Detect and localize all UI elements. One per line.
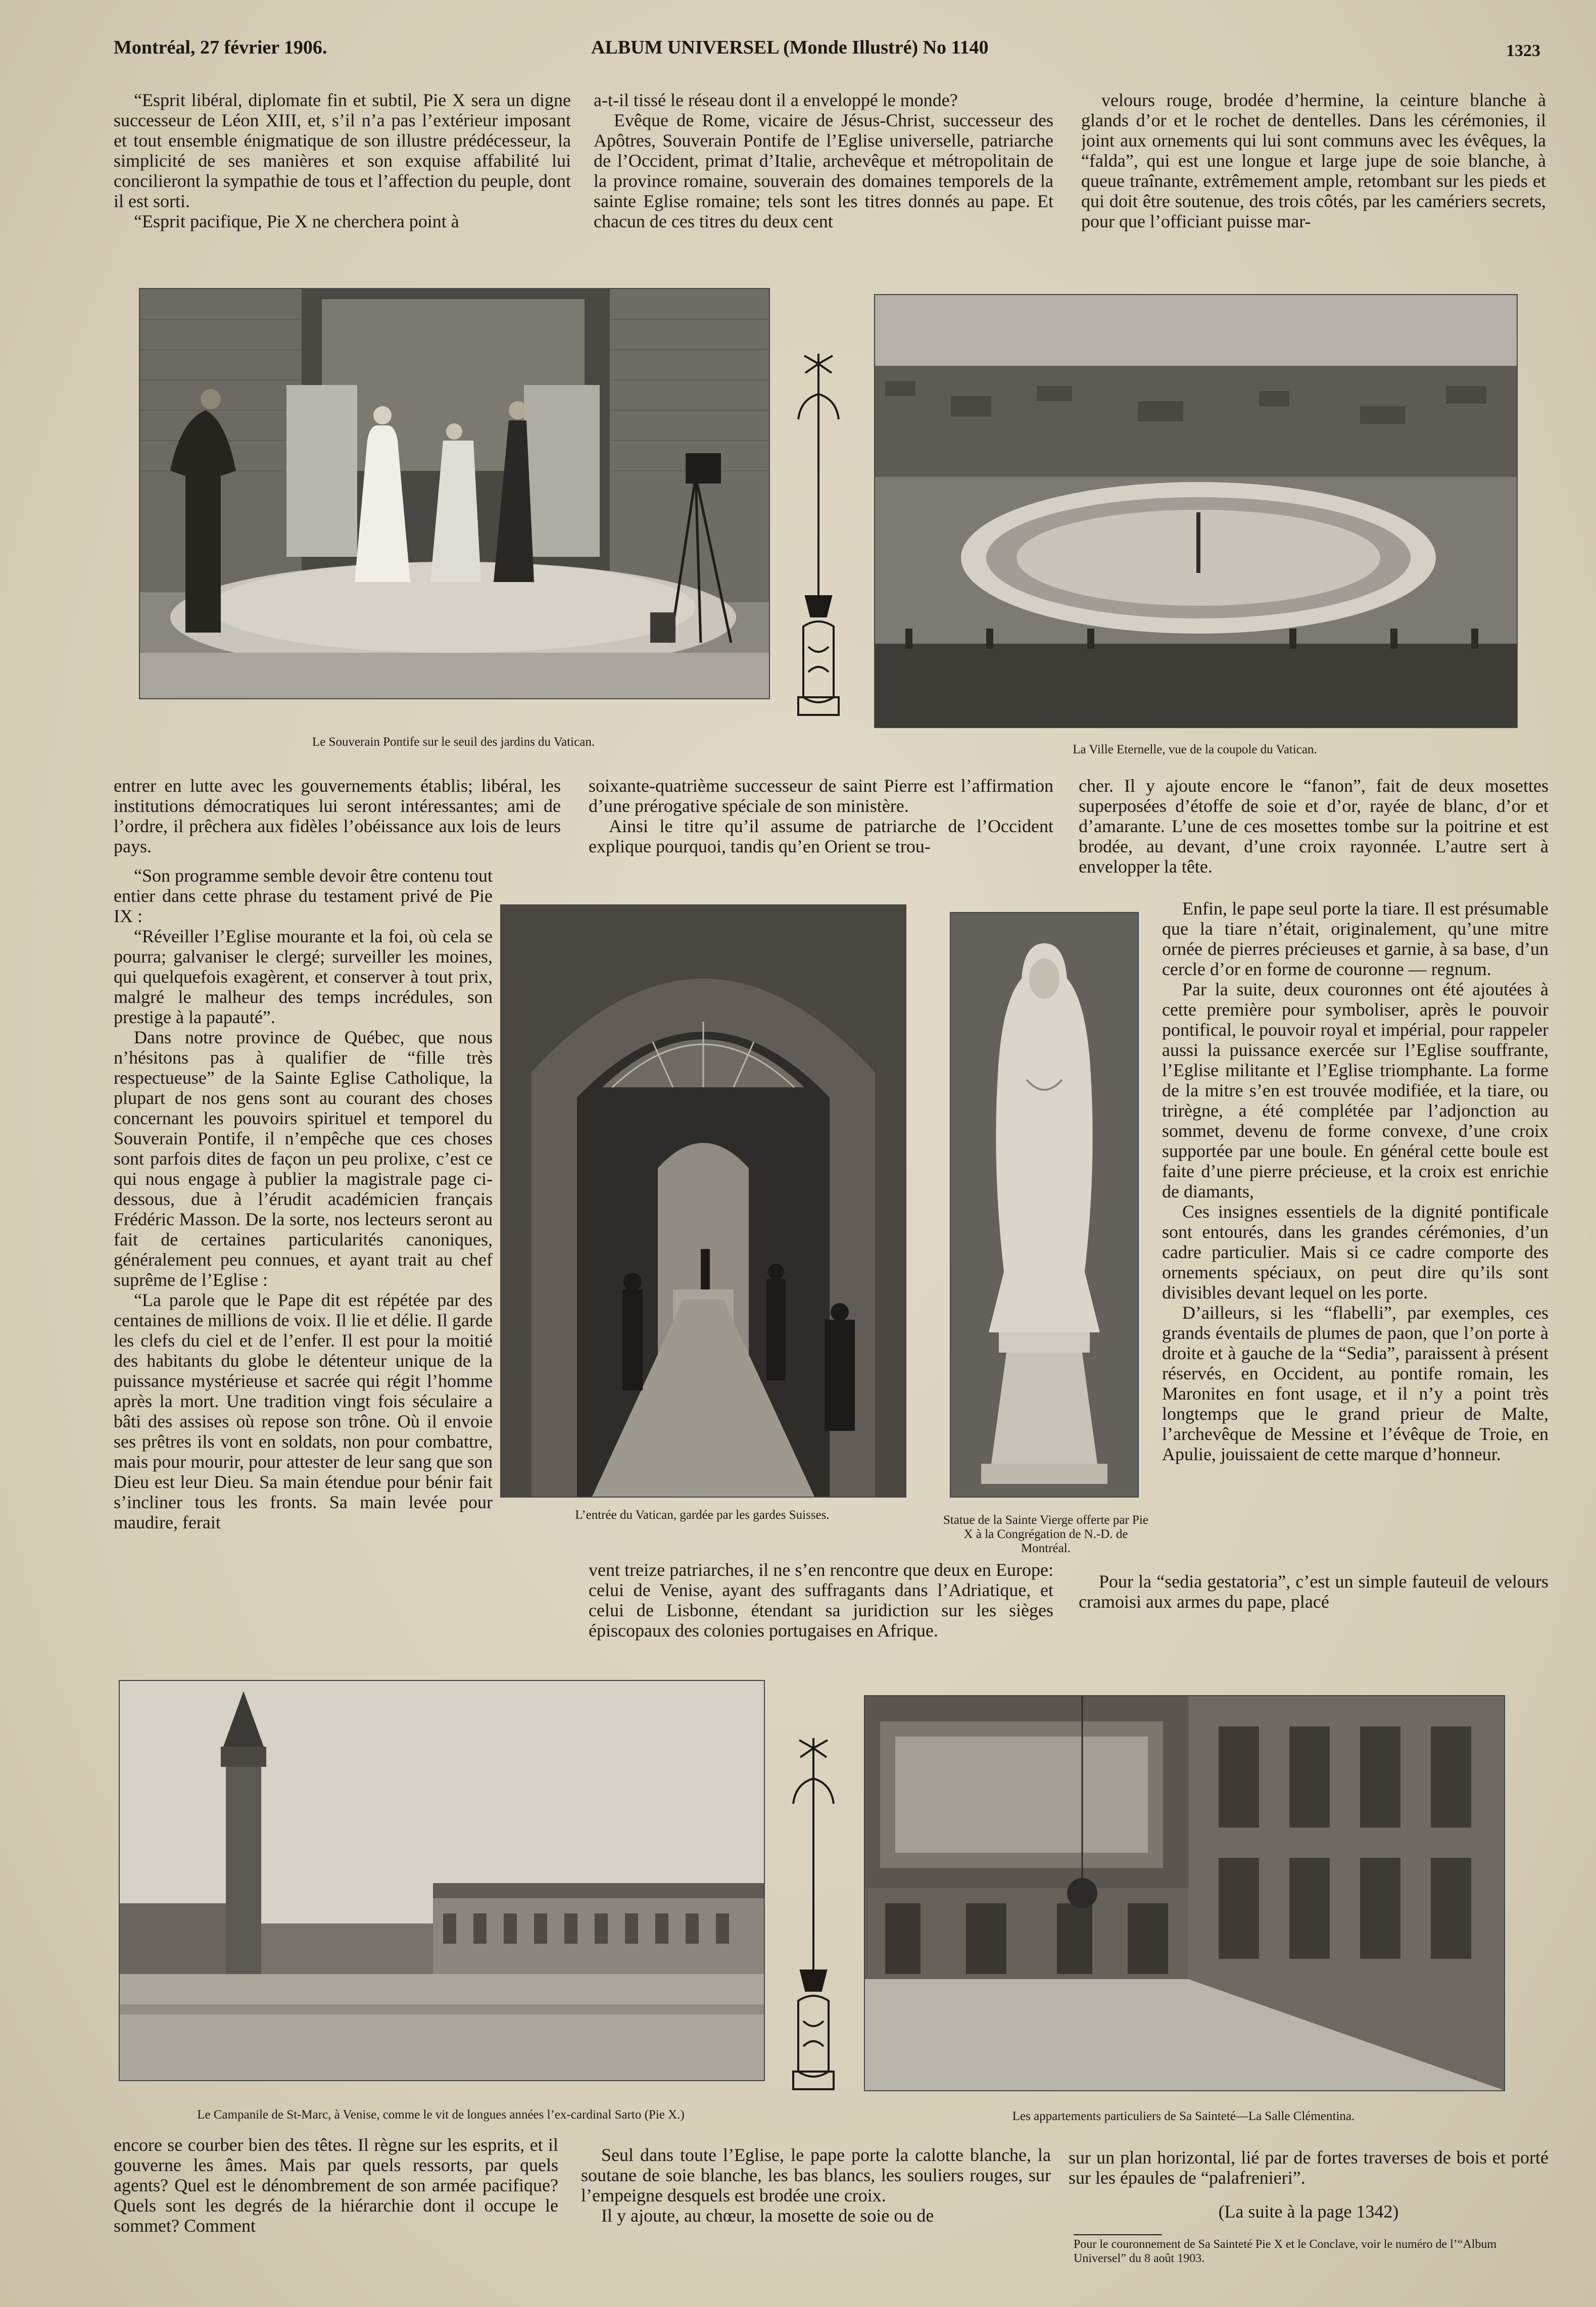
middle-column-3-bottom [1079,1571,1549,1672]
photo-campanile-venice [119,1680,765,2081]
paragraph: cher. Il y ajoute encore le “fanon”, fait de deux mosettes superposées d’étoffe de soie et d’or, rayée de blanc, d’or et d’amarante. L’une de ces mosettes tombe sur la poitrine et est brodée, au devant, d’une croix rayonnée. L’autre sert à envelopper la tête. [1079,776,1549,877]
photo-virgin-statue [950,912,1139,1498]
lily-ornament-top [788,344,849,728]
page-header [114,36,1540,67]
middle-column-3-top [1079,776,1549,907]
paragraph: vent treize patriarches, il ne s’en rencontre que deux en Europe: celui de Venise, ayant des suffragants dans l’Adriatique, et celui de Lisbonne, étendant sa juridiction sur les sièges épiscopaux des colonies portugaises en Afrique. [589,1560,1053,1641]
continuation-note: (La suite à la page 1342) [1218,2201,1399,2222]
caption-pontiff-garden: Le Souverain Pontife sur le seuil des jardins du Vatican. [312,735,595,749]
lily-icon [788,344,849,728]
masthead-title: ALBUM UNIVERSEL (Monde Illustré) No 1140 [591,37,989,58]
dateline: Montréal, 27 février 1906. [114,37,327,58]
caption-virgin-statue: Statue de la Sainte Vierge offerte par Pie X à la Congrégation de N.-D. de Montréal. [943,1513,1148,1555]
paragraph: Ainsi le titre qu’il assume de patriarche de l’Occident explique pourquoi, tandis qu’en Orient se trou- [589,816,1053,856]
middle-column-1 [114,776,561,867]
page-number: 1323 [1506,41,1540,60]
bottom-column-2 [581,2145,1051,2266]
paragraph: velours rouge, brodée d’hermine, la ceinture blanche à glands d’or et le rochet de dentelles. Dans les cérémonies, il joint aux ornements qui lui sont communs avec les évêques, la “falda”, qui est une longue et large jupe de soie blanche, à queue traînante, extrêmement ample, retombant sur les pieds et qui doit être soutenue, des trois côtés, par les camériers secrets, pour que l’officiant puisse mar- [1081,90,1546,231]
caption-sala-clementina: Les appartements particuliers de Sa Sainteté—La Salle Clémentina. [1012,2109,1355,2123]
caption-campanile: Le Campanile de St-Marc, à Venise, comme le vit de longues années l’ex-cardinal Sarto (Pie X.) [197,2108,685,2122]
paragraph: “Esprit pacifique, Pie X ne cherchera point à [134,211,459,231]
top-column-3 [1081,90,1546,262]
top-column-1 [114,90,571,262]
virgin-statue-illustration [951,913,1138,1497]
paragraph: Seul dans toute l’Eglise, le pape porte la calotte blanche, la soutane de soie blanche, les bas blancs, les souliers rouges, sur l’empeigne desquels est brodée une croix. [581,2145,1051,2205]
lily-ornament-bottom [783,1728,844,2102]
caption-eternal-city: La Ville Eternelle, vue de la coupole du Vatican. [1073,743,1317,756]
paragraph: “Son programme semble devoir être contenu tout entier dans cette phrase du testament privé de Pie IX : [114,866,493,926]
paragraph: “Esprit libéral, diplomate fin et subtil, Pie X sera un digne successeur de Léon XIII, et, s’il n’a pas l’extérieur imposant et tout ensemble énigmatique de son illustre prédécesseur, la simplicité de ses manières et son exquise affabilité lui concilieront la sympathie de tous et l’affection du peuple, dont il est sorti. [114,90,571,211]
middle-column-1-narrow [114,866,493,1651]
paragraph: Dans notre province de Québec, que nous n’hésitons pas à qualifier de “fille très respectueuse” de la Sainte Eglise Catholique, la plupart de nos gens sont au courant des choses concernant les pouvoirs spirituel et temporel du Souverain Pontife, il n’empêche que ces choses sont parfois dites de façon un peu prolixe, c’est ce qui nous engage à publier la magistrale page ci-dessous, due à l’érudit académicien français Frédéric Masson. De la sorte, nos lecteurs seront au fait de certaines particularités canoniques, généralement peu connues, et ayant trait au chef suprême de l’Eglise : [114,1027,493,1290]
photo-vatican-entrance [500,904,906,1498]
sala-clementina-illustration [865,1696,1504,2090]
paragraph: D’ailleurs, si les “flabelli”, par exemples, ces grands éventails de plumes de paon, que l’on porte à droite et à gauche de la “Sedia”, paraissent à présent réservés, en Occident, au pontife romain, les Maronites en font usage, et il n’y a point très longtemps que le grand prieur de Malte, l’archevêque de Messine et l’évêque de Troie, en Apulie, jouissaient de cette marque d’honneur. [1162,1303,1549,1464]
paragraph: “La parole que le Pape dit est répétée par des centaines de millions de voix. Il lie et délie. Il garde les clefs du ciel et de l’enfer. Il est pour la moitié des habitants du globe le détenteur unique de la puissance mystérieuse et sacrée qui régit l’homme après la mort. Une tradition vingt fois séculaire a bâti des assises où repose son trône. Où il envoie ses prêtres ils vont en soldats, non pour combattre, mais pour mourir, pour attester de leur sang que son Dieu est leur Dieu. Sa main étendue pour bénir fait s’incliner tous les fronts. Sa main levée pour maudire, ferait [114,1290,493,1532]
middle-column-2-top [589,776,1053,884]
caption-vatican-entrance: L’entrée du Vatican, gardée par les gardes Suisses. [575,1508,830,1522]
paragraph: Pour la “sedia gestatoria”, c’est un simple fauteuil de velours cramoisi aux armes du pape, placé [1079,1571,1549,1612]
lily-icon [783,1728,844,2102]
paragraph: Ces insignes essentiels de la dignité pontificale sont entourés, dans les grandes cérémonies, d’un cadre particulier. Mais si ce cadre comporte des ornements spéciaux, on peut dire qu’ils sont divisibles devant lequel on les porte. [1162,1201,1549,1303]
paragraph: “Réveiller l’Eglise mourante et la foi, où cela se pourra; galvaniser le clergé; surveiller les moines, qui quelquefois exagèrent, et conserver à tout prix, malgré le malheur des temps incrédules, son prestige à la papauté”. [114,926,493,1027]
photo-sala-clementina [864,1695,1505,2091]
middle-column-2-bottom [589,1560,1053,1668]
paragraph: a-t-il tissé le réseau dont il a enveloppé le monde? [594,90,958,110]
paragraph: Evêque de Rome, vicaire de Jésus-Christ, successeur des Apôtres, Souverain Pontife de l’Eglise universelle, patriarche de l’Occident, primat d’Italie, archevêque et métropolitain de la province romaine, souverain des domaines temporels de la sainte Eglise romaine; tels sont les titres donnés au pape. Et chacun de ces titres du deux cent [594,110,1053,231]
campanile-illustration [120,1681,764,2080]
paragraph: Il y ajoute, au chœur, la mosette de soie ou de [601,2205,934,2226]
middle-column-3-narrow [1162,898,1549,1570]
paragraph: soixante-quatrième successeur de saint Pierre est l’affirmation d’une prérogative spéciale de son ministère. [589,776,1053,816]
photo-eternal-city [874,294,1518,728]
footnote: Pour le couronnement de Sa Sainteté Pie X et le Conclave, voir le numéro de l’“Album Universel” du 8 août 1903. [1074,2238,1497,2265]
paragraph: sur un plan horizontal, lié par de fortes traverses de bois et porté sur les épaules de “palafrenieri”. [1069,2147,1549,2188]
eternal-city-illustration [875,295,1517,727]
paragraph: encore se courber bien des têtes. Il règne sur les esprits, et il gouverne les âmes. Mais par quels ressorts, par quels agents? Quel est le dénombrement de son armée pacifique? Quels sont les degrés de la hiérarchie dont il occupe le sommet? Comment [114,2135,558,2236]
photo-pontiff-garden [139,288,770,699]
paragraph: entrer en lutte avec les gouvernements établis; libéral, les institutions démocratiques lui seront intéressantes; ami de l’ordre, il prêchera aux fidèles l’obéissance aux lois de leurs pays. [114,776,561,856]
bottom-column-3 [1069,2147,1549,2198]
bottom-column-1 [114,2135,558,2256]
top-column-2 [594,90,1053,262]
footnote-rule [1074,2234,1162,2235]
paragraph: Par la suite, deux couronnes ont été ajoutées à cette première pour symboliser, après le pouvoir pontifical, le pouvoir royal et impérial, pour rappeler aussi la puissance exercée sur l’Eglise souffrante, l’Eglise militante et l’Eglise triomphante. La forme de la mitre s’en est trouvée modifiée, et la tiare, ou trirègne, a été complétée par l’adjonction au sommet, devenu de forme convexe, d’une croix supportée par une boule. En général cette boule est faite d’une pierre précieuse, et la croix est enrichie de diamants, [1162,979,1549,1201]
pontiff-garden-illustration [140,289,769,698]
vatican-entrance-illustration [501,905,905,1497]
paragraph: Enfin, le pape seul porte la tiare. Il est présumable que la tiare n’était, originalement, qu’une mitre ornée de pierres précieuses et garnie, à sa base, d’un cercle d’or en forme de couronne — regnum. [1162,898,1549,979]
